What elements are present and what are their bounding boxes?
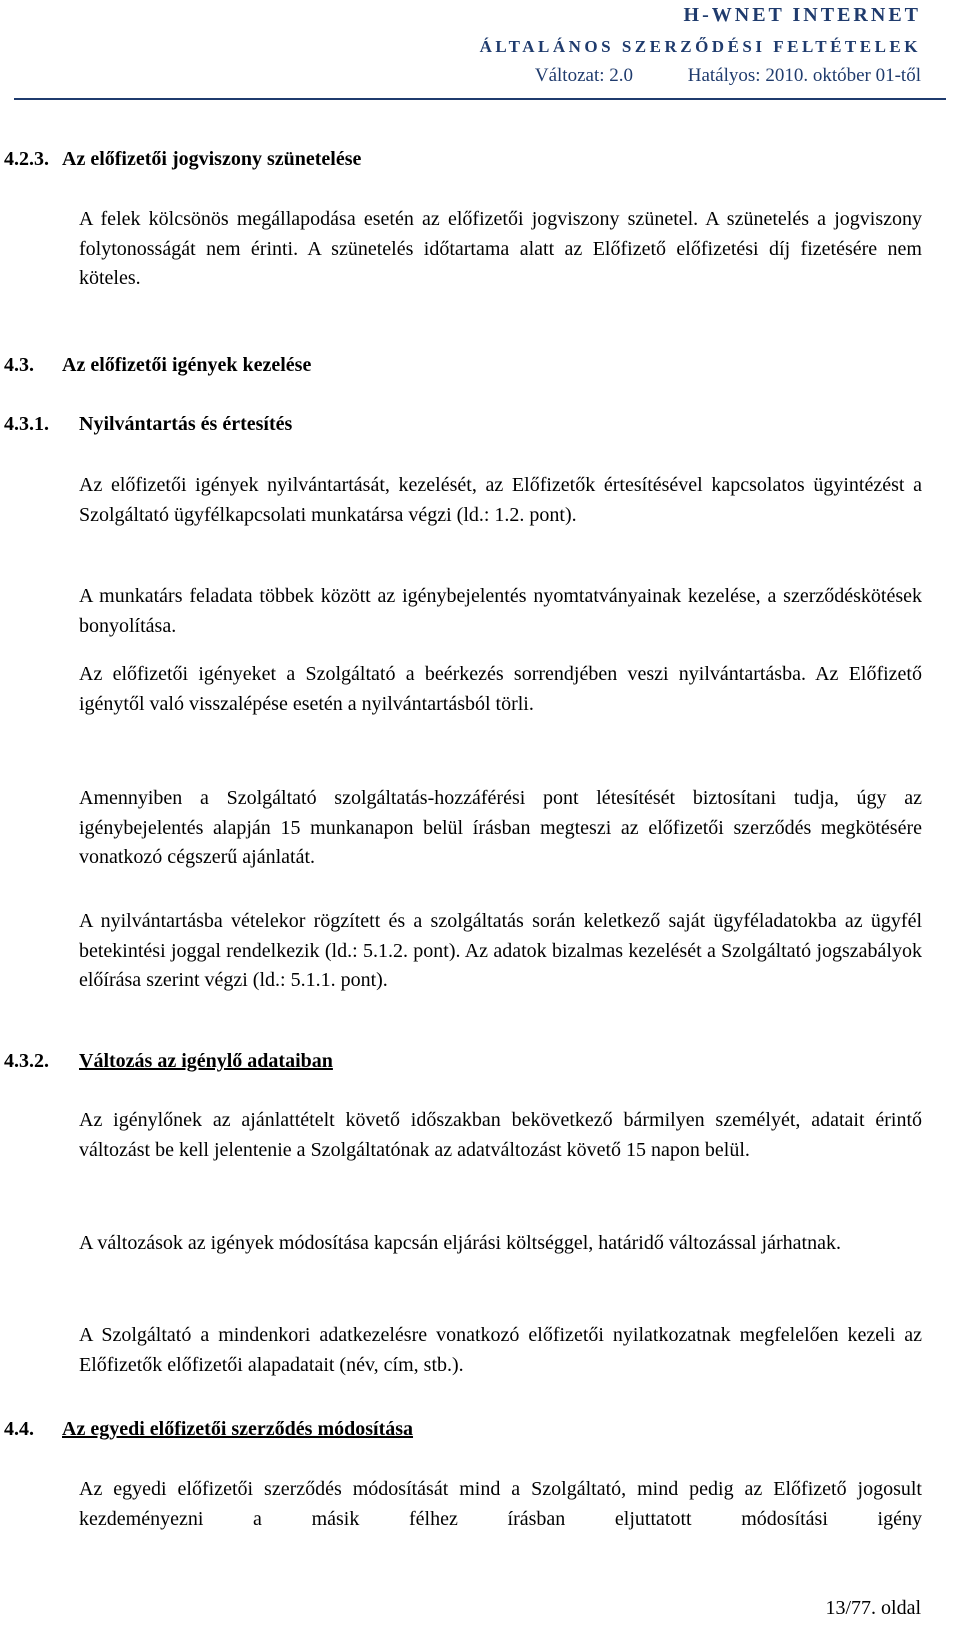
page-header	[0, 0, 960, 101]
section-number: 4.3.1.	[4, 413, 49, 435]
section-number: 4.3.2.	[4, 1050, 49, 1072]
section-heading	[4, 413, 292, 436]
paragraph: A munkatárs feladata többek között az igénybejelentés nyomtatványainak kezelése, a szerződéskötések bonyolítása.	[79, 585, 922, 637]
paragraph: Az előfizetői igények nyilvántartását, kezelését, az Előfizetők értesítésével kapcsolatos ügyintézést a Szolgáltató ügyfélkapcsolati munkatársa végzi (ld.: 1.2. pont).	[79, 474, 922, 526]
section-title: Változás az igénylő adataiban	[79, 1050, 333, 1072]
section-number: 4.2.3.	[4, 148, 49, 170]
section-title: Nyilvántartás és értesítés	[79, 413, 293, 435]
section-heading	[4, 354, 311, 377]
page-number: 13/77. oldal	[825, 1597, 921, 1619]
section-heading	[4, 148, 361, 171]
version-line	[535, 65, 921, 87]
paragraph: Az igénylőnek az ajánlattételt követő időszakban bekövetkező bármilyen személyét, adatait érintő változást be kell jelentenie a Szolgáltatónak az adatváltozást követő 15 napon belül.	[79, 1109, 922, 1161]
company-name: H-WNET INTERNET	[683, 4, 921, 26]
paragraph: A nyilvántartásba vételekor rögzített és a szolgáltatás során keletkező saját ügyféladatokba az ügyfél betekintési joggal rendelkezik (ld.: 5.1.2. pont). Az adatok bizalmas kezelését a Szolgáltató jogszabályok előírása szerint végzi (ld.: 5.1.1. pont).	[79, 910, 922, 992]
paragraph: A felek kölcsönös megállapodása esetén az előfizetői jogviszony szünetel. A szünetelés a jogviszony folytonosságát nem érinti. A szünetelés időtartama alatt az Előfizető előfizetési díj fizetésére nem köteles.	[79, 208, 922, 290]
section-heading	[4, 1050, 333, 1073]
section-number: 4.3.	[4, 354, 34, 376]
effective-date: Hatályos: 2010. október 01-től	[687, 65, 921, 86]
document-title: ÁLTALÁNOS SZERZŐDÉSI FELTÉTELEK	[479, 37, 921, 56]
paragraph: A Szolgáltató a mindenkori adatkezelésre vonatkozó előfizetői nyilatkozatnak megfelelően kezeli az Előfizetők előfizetői alapadatait (név, cím, stb.).	[79, 1324, 922, 1376]
section-title: Az előfizetői jogviszony szünetelése	[62, 148, 362, 170]
section-title: Az előfizetői igények kezelése	[62, 354, 312, 376]
section-number: 4.4.	[4, 1418, 34, 1440]
paragraph: A változások az igények módosítása kapcsán eljárási költséggel, határidő változással járhatnak.	[79, 1232, 841, 1254]
paragraph: Amennyiben a Szolgáltató szolgáltatás-hozzáférési pont létesítését biztosítani tudja, úgy az igénybejelentés alapján 15 munkanapon belül írásban megteszi az előfizetői szerződés megkötésére vonatkozó cégszerű ajánlatát.	[79, 787, 922, 869]
paragraph: Az előfizetői igényeket a Szolgáltató a beérkezés sorrendjében veszi nyilvántartásba. Az Előfizető igénytől való visszalépése esetén a nyilvántartásból törli.	[79, 663, 922, 715]
paragraph: Az egyedi előfizetői szerződés módosítását mind a Szolgáltató, mind pedig az Előfizető jogosult kezdeményezni a másik félhez írásban eljuttatott módosítási igény	[79, 1478, 922, 1530]
section-heading	[4, 1418, 413, 1441]
section-title: Az egyedi előfizetői szerződés módosítása	[62, 1418, 414, 1440]
version-label: Változat: 2.0	[534, 65, 633, 86]
header-divider	[14, 98, 946, 100]
